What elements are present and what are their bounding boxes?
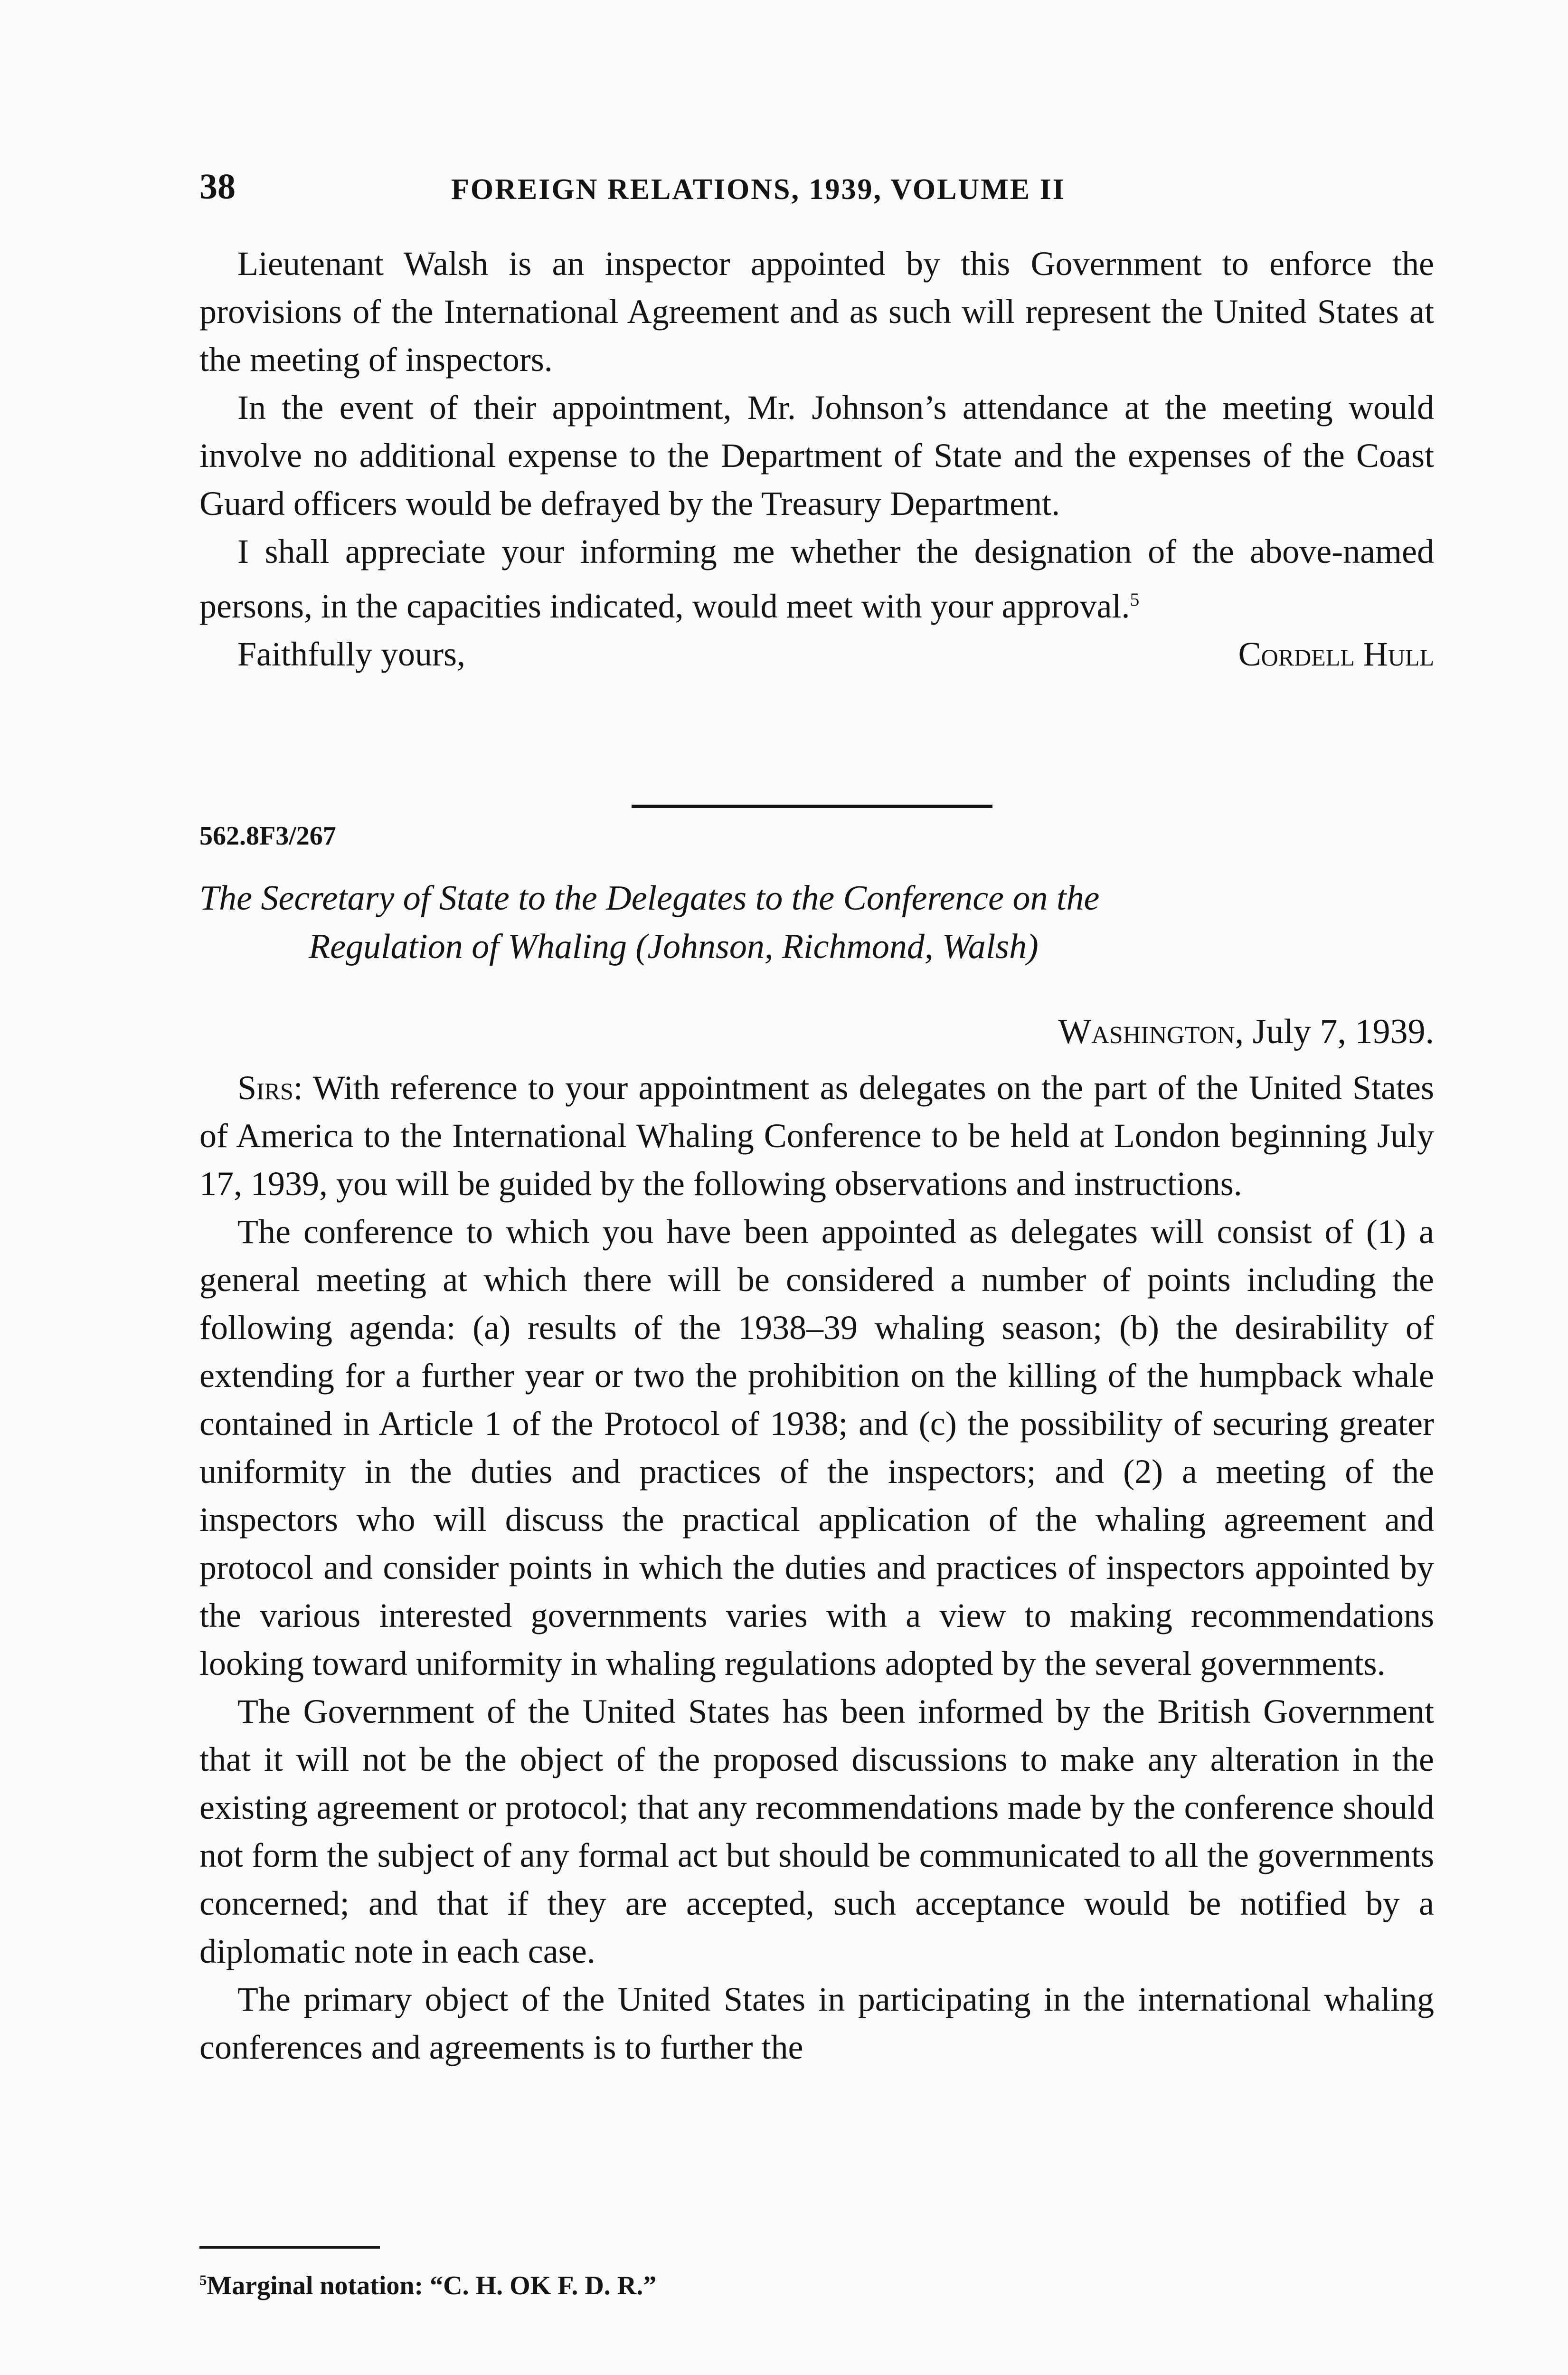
footnote-rule	[199, 2246, 380, 2249]
page-header	[199, 166, 1434, 223]
letter-paragraph: Lieutenant Walsh is an inspector appointed by this Government to enforce the provisions of the International Agreement and as such will represent the United States at the meeting of inspectors.	[199, 245, 1434, 379]
footnote-marker: 5	[199, 2272, 207, 2289]
footnote	[199, 2270, 656, 2301]
letter-paragraph-text: I shall appreciate your informing me whether the designation of the above-named persons, in the capacities indicated, would meet with your approval.	[199, 532, 1434, 625]
instructions-paragraph: The Government of the United States has been informed by the British Government that it will not be the object of the proposed discussions to make any alteration in the existing agreement or protocol; that any recommendations made by the conference should not form the subject of any formal act but should be communicated to all the governments concerned; and that if they are accepted, such acceptance would be notified by a diplomatic note in each case.	[199, 1692, 1434, 1970]
title-line: Regulation of Whaling (Johnson, Richmond, Walsh)	[309, 927, 1039, 966]
footnote-text: Marginal notation: “C. H. OK F. D. R.”	[207, 2271, 657, 2300]
title-line: The Secretary of State to the Delegates to the Conference on the	[199, 879, 1100, 918]
document-title	[199, 874, 1434, 971]
footnote-reference: 5	[1130, 589, 1140, 610]
page-number: 38	[199, 167, 236, 207]
dateline	[199, 1012, 1434, 1052]
letter-paragraph	[199, 528, 1434, 630]
dateline-place: Washington,	[1058, 1012, 1244, 1051]
dateline-date: July 7, 1939.	[1244, 1012, 1434, 1051]
letter-paragraph: In the event of their appointment, Mr. Johnson’s attendance at the meeting would involve no additional expense to the Department of State and the expenses of the Coast Guard officers would be defrayed by the Treasury Department.	[199, 389, 1434, 522]
instructions-body	[199, 1064, 1434, 2071]
letter-body	[199, 240, 1434, 678]
complimentary-close: Faithfully yours,	[237, 635, 465, 673]
salutation: Sirs	[237, 1069, 293, 1107]
instructions-paragraph	[199, 1064, 1434, 1208]
instructions-paragraph: The conference to which you have been appointed as delegates will consist of (1) a general meeting at which there will be considered a number of points including the following agenda: (a) results of the 1938–39 whaling season; (b) the desirability of extending for a further year or two the prohibition on the killing of the humpback whale contained in Article 1 of the Protocol of 1938; and (c) the possibility of securing greater uniformity in the duties and practices of the inspectors; and (2) a meeting of the inspectors who will discuss the practical application of the whaling agreement and protocol and consider points in which the duties and practices of inspectors appointed by the various interested governments varies with a view to making recommendations looking toward uniformity in whaling regulations adopted by the several governments.	[199, 1213, 1434, 1682]
letter-closing	[199, 630, 1434, 678]
instructions-paragraph-text: : With reference to your appointment as delegates on the part of the United States of America to the International Whaling Conference to be held at London beginning July 17, 1939, you will be guided by the following observations and instructions.	[199, 1069, 1434, 1203]
instructions-paragraph: The primary object of the United States in participating in the international whaling conferences and agreements is to further the	[199, 1980, 1434, 2066]
running-head: FOREIGN RELATIONS, 1939, VOLUME II	[451, 173, 1066, 206]
section-divider	[632, 805, 992, 808]
file-number: 562.8F3/267	[199, 821, 336, 851]
signature: Cordell Hull	[1238, 635, 1434, 673]
